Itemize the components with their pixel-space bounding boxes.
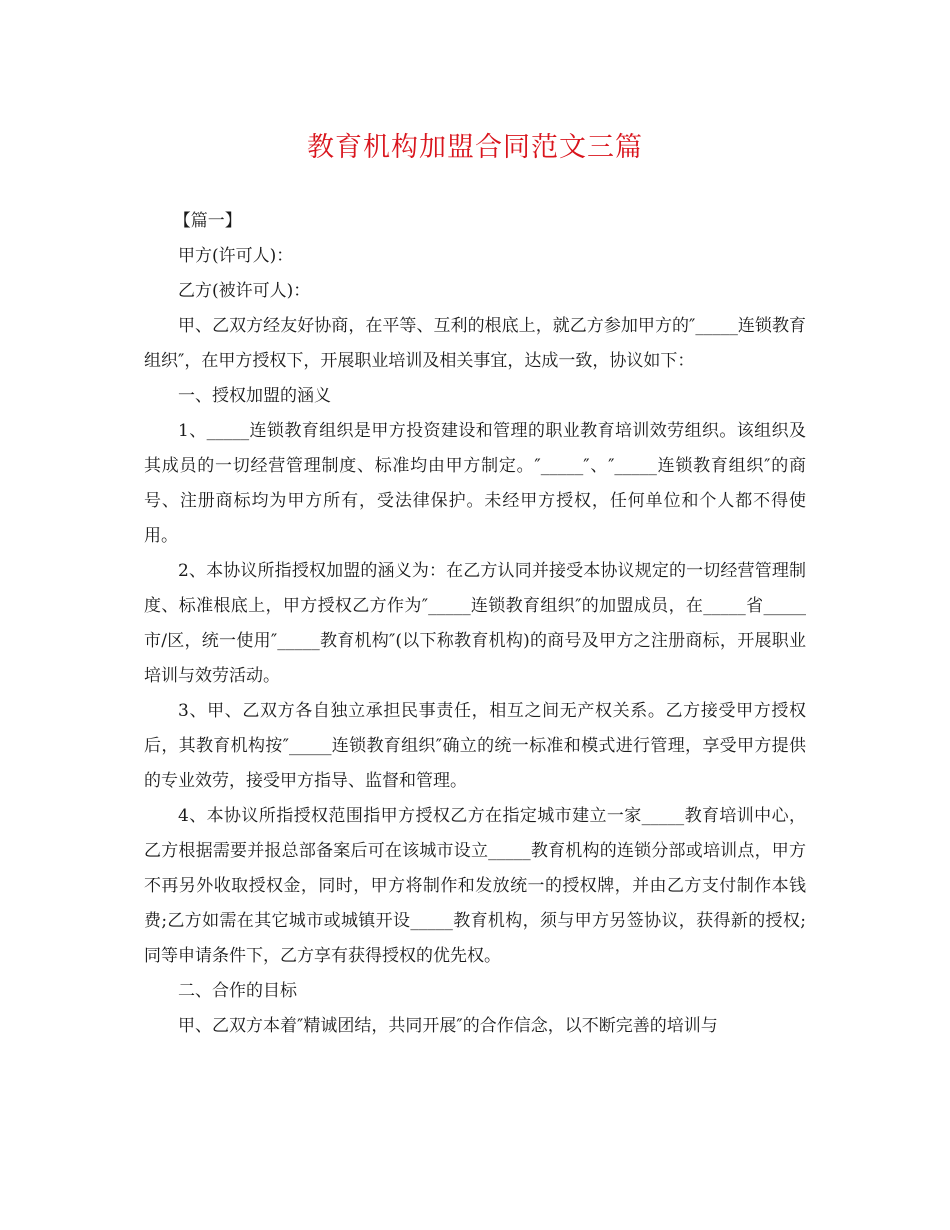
clause-1: 1、_____连锁教育组织是甲方投资建设和管理的职业教育培训效劳组织。该组织及其成员的一切经营管理制度、标准均由甲方制定。″_____″、″_____连锁教育组织″的商号、注册商标均为甲方所有，受法律保护。未经甲方授权，任何单位和个人都不得使用。 [144,421,806,546]
section-heading-goals: 二、合作的目标 [178,981,297,1001]
section-heading-part-one: 【篇一】 [173,211,242,231]
clause-2: 2、本协议所指授权加盟的涵义为：在乙方认同并接受本协议规定的一切经营管理制度、标准根底上，甲方授权乙方作为″_____连锁教育组织″的加盟成员，在_____省_____市/区，统一使用″_____教育机构″(以下称教育机构)的商号及甲方之注册商标，开展职业培训与效劳活动。 [144,561,806,686]
party-b-line: 乙方(被许可人)： [178,281,311,301]
clause-4: 4、本协议所指授权范围指甲方授权乙方在指定城市建立一家_____教育培训中心，乙方根据需要并报总部备案后可在该城市设立_____教育机构的连锁分部或培训点，甲方不再另外收取授权金，同时，甲方将制作和发放统一的授权牌，并由乙方支付制作本钱费;乙方如需在其它城市或城镇开设_____教育机构，须与甲方另签协议，获得新的授权;同等申请条件下，乙方享有获得授权的优先权。 [144,806,806,966]
section-heading-authorization: 一、授权加盟的涵义 [178,386,331,406]
document-body [144,204,806,1044]
goals-paragraph: 甲、乙双方本着″精诚团结，共同开展″的合作信念，以不断完善的培训与 [178,1016,718,1036]
clause-3: 3、甲、乙双方各自独立承担民事责任，相互之间无产权关系。乙方接受甲方授权后，其教育机构按″_____连锁教育组织″确立的统一标准和模式进行管理，享受甲方提供的专业效劳，接受甲方指导、监督和管理。 [144,701,806,791]
document-title: 教育机构加盟合同范文三篇 [307,132,643,163]
party-a-line: 甲方(许可人)： [178,246,294,266]
preamble-paragraph: 甲、乙双方经友好协商，在平等、互利的根底上，就乙方参加甲方的″_____连锁教育组织″，在甲方授权下，开展职业培训及相关事宜，达成一致，协议如下： [144,316,806,371]
